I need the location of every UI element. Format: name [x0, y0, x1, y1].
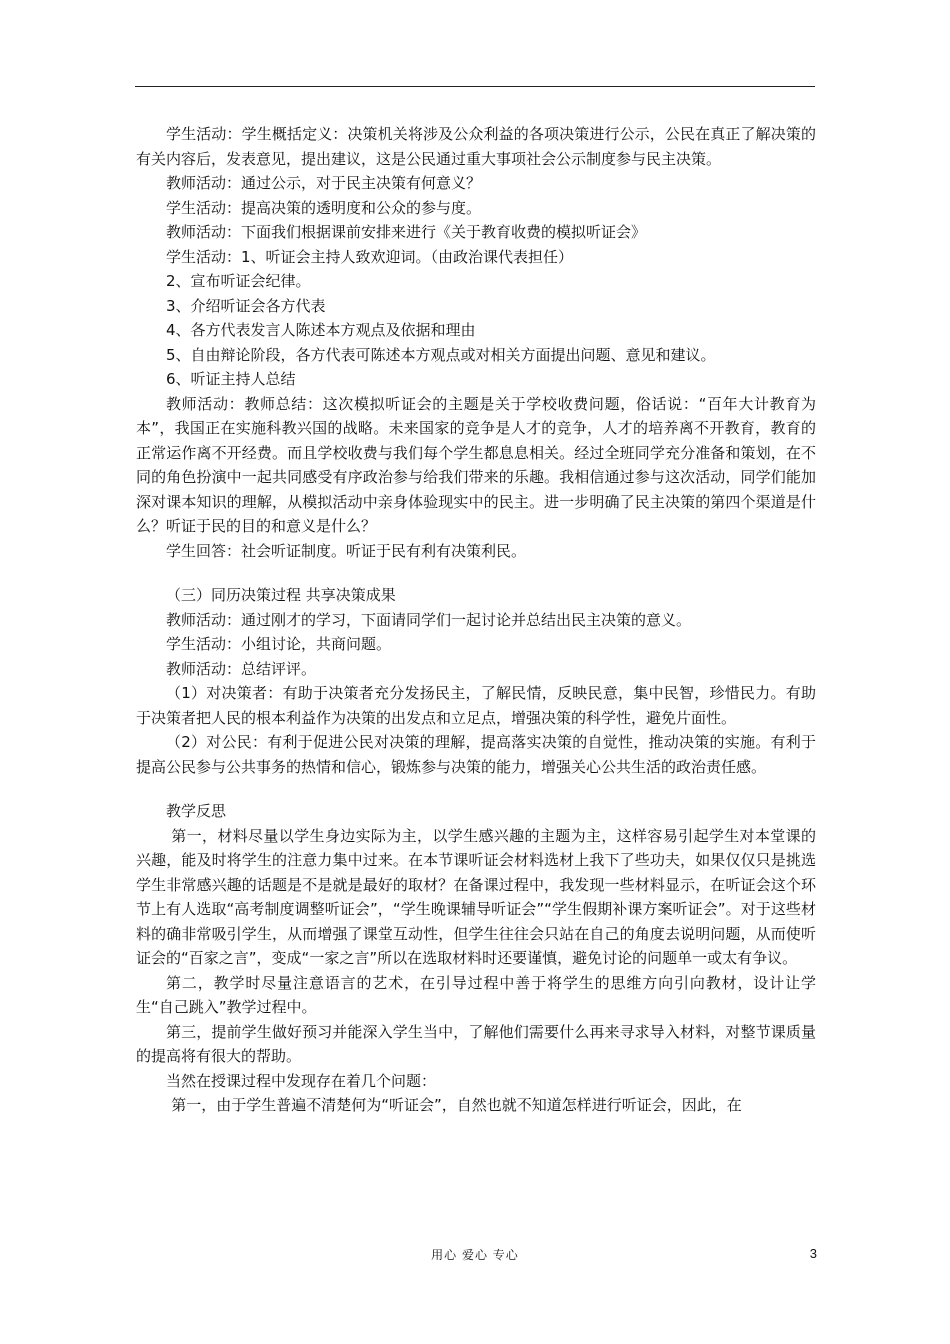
paragraph: 学生活动：学生概括定义：决策机关将涉及公众利益的各项决策进行公示，公民在真正了解决策的有关内容后，发表意见，提出建议，这是公民通过重大事项社会公示制度参与民主决策。	[136, 125, 816, 168]
paragraph: 第三，提前学生做好预习并能深入学生当中，了解他们需要什么再来寻求导入材料，对整节课质量的提高将有很大的帮助。	[136, 1022, 816, 1065]
spacer	[136, 779, 816, 799]
paragraph: 当然在授课过程中发现存在着几个问题：	[166, 1071, 437, 1090]
document-body	[136, 122, 816, 1118]
section-heading: （三）同历决策过程 共享决策成果	[166, 586, 396, 604]
list-item: 5、自由辩论阶段，各方代表可陈述本方观点或对相关方面提出问题、意见和建议。	[166, 345, 716, 364]
spacer	[136, 563, 816, 583]
paragraph: 教师活动：总结评评。	[166, 659, 317, 678]
paragraph: 第二，教学时尽量注意语言的艺术，在引导过程中善于将学生的思维方向引向教材，设计让学生“自己跳入”教学过程中。	[136, 973, 816, 1016]
list-item: 2、宣布听证会纪律。	[166, 272, 311, 290]
paragraph: （1）对决策者：有助于决策者充分发扬民主，了解民情，反映民意，集中民智，珍惜民力。有助于决策者把人民的根本利益作为决策的出发点和立足点，增强决策的科学性，避免片面性。	[136, 684, 816, 727]
paragraph: 学生活动：小组讨论，共商问题。	[166, 635, 392, 653]
paragraph: 学生活动：提高决策的透明度和公众的参与度。	[166, 198, 482, 217]
paragraph: 教师活动：通过公示，对于民主决策有何意义？	[166, 174, 482, 192]
paragraph: 第一，由于学生普遍不清楚何为“听证会”，自然也就不知道怎样进行听证会，因此，在	[171, 1096, 742, 1114]
list-item: 6、听证主持人总结	[166, 370, 296, 388]
paragraph: 学生回答：社会听证制度。听证于民有利有决策利民。	[166, 541, 527, 560]
paragraph: 教师活动：下面我们根据课前安排来进行《关于教育收费的模拟听证会》	[166, 223, 647, 241]
paragraph: 教师活动：教师总结：这次模拟听证会的主题是关于学校收费问题，俗话说：“百年大计教育为本”，我国正在实施科教兴国的战略。未来国家的竞争是人才的竞争，人才的培养离不开教育，教育的正常运作离不开经费。而且学校收费与我们每个学生都息息相关。经过全班同学充分准备和策划，在不同的角色扮演中一起共同感受有序政治参与给我们带来的乐趣。我相信通过参与这次活动，同学们能加深对课本知识的理解，从模拟活动中亲身体验现实中的民主。进一步明确了民主决策的第四个渠道是什么？听证于民的目的和意义是什么？	[136, 394, 816, 535]
list-item: 3、介绍听证会各方代表	[166, 296, 326, 315]
paragraph: （2）对公民：有利于促进公民对决策的理解，提高落实决策的自觉性，推动决策的实施。有利于提高公民参与公共事务的热情和信心，锻炼参与决策的能力，增强关心公共生活的政治责任感。	[136, 733, 816, 776]
list-item: 4、各方代表发言人陈述本方观点及依据和理由	[166, 321, 476, 339]
page-number: 3	[809, 1246, 817, 1261]
paragraph: 学生活动：1、听证会主持人致欢迎词。（由政治课代表担任）	[166, 247, 574, 266]
footer-motto: 用心 爱心 专心	[431, 1248, 519, 1262]
paragraph: 教师活动：通过刚才的学习，下面请同学们一起讨论并总结出民主决策的意义。	[166, 610, 692, 629]
section-heading: 教学反思	[166, 802, 227, 820]
header-rule	[135, 86, 815, 87]
paragraph: 第一，材料尽量以学生身边实际为主，以学生感兴趣的主题为主，这样容易引起学生对本堂课的兴趣，能及时将学生的注意力集中过来。在本节课听证会材料选材上我下了些功夫，如果仅仅只是挑选学生非常感兴趣的话题是不是就是最好的取材？在备课过程中，我发现一些材料显示，在听证会这个环节上有人选取“高考制度调整听证会”，“学生晚课辅导听证会”“学生假期补课方案听证会”。对于这些材料的确非常吸引学生，从而增强了课堂互动性，但学生往往会只站在自己的角度去说明问题，从而使听证会的“百家之言”，变成“一家之言”所以在选取材料时还要谨慎，避免讨论的问题单一或太有争议。	[136, 826, 816, 967]
